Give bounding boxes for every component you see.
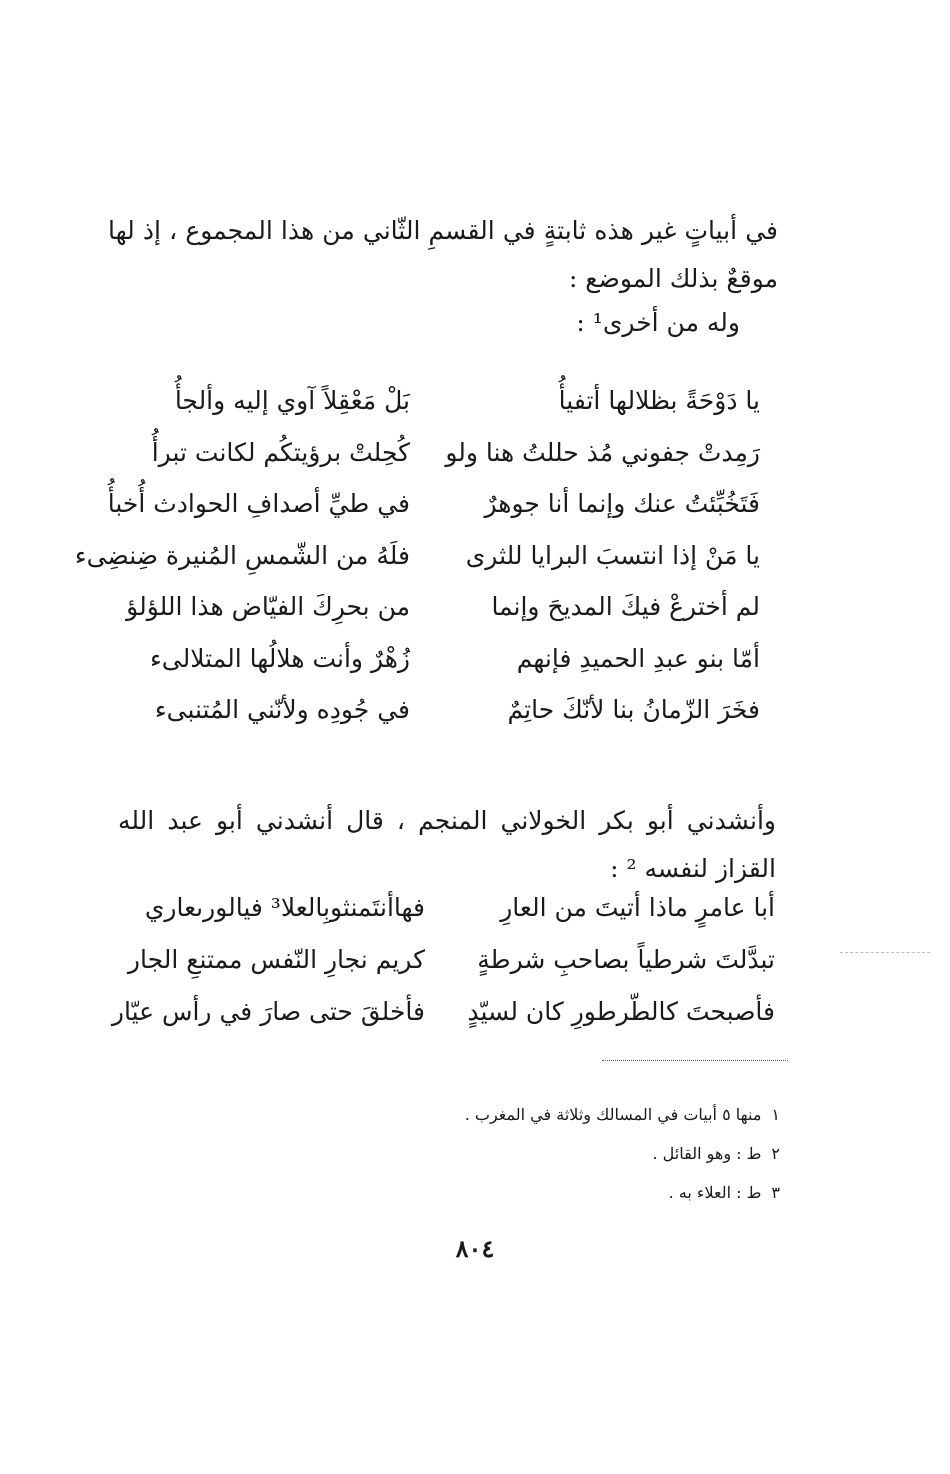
poem1-heading: وله من أخرى¹ : (576, 308, 740, 337)
hemistich-first: فخَرَ الزّمانُ بنا لأنّكَ حاتِمٌ (507, 695, 760, 724)
hemistich-second: زُهْرٌ وأنت هلالُها المتلالىء (150, 643, 410, 673)
footnote-text: منها ٥ أبيات في المسالك وثلاثة في المغرب . (464, 1105, 762, 1124)
hemistich-second: فلَهُ من الشّمسِ المُنيرة ضِنضِىء (74, 540, 410, 570)
hemistich-first: يا مَنْ إذا انتسبَ البرايا للثرى (465, 540, 760, 570)
hemistich-first: فَتَخُبِّئتُ عنك وإنما أنا جوهرٌ (484, 489, 760, 518)
verse (125, 934, 775, 986)
verse (110, 633, 760, 685)
hemistich-first: فأصبحتَ كالطّرطورِ كان لسيّدٍ (467, 997, 775, 1026)
hemistich-second: من بحرِكَ الفيّاض هذا اللؤلؤ (126, 592, 410, 621)
verse (125, 882, 775, 934)
footnote-number: ١ (771, 1105, 780, 1124)
verse (111, 986, 775, 1038)
hemistich-second: بَلْ مَعْقِلاً آوي إليه وألجأُ (174, 386, 410, 415)
poem1 (74, 375, 760, 736)
hemistich-first: أبا عامرٍ ماذا أتيتَ من العارِ (500, 893, 775, 922)
hemistich-second: في جُودِه ولأنّني المُتنبىء (154, 695, 410, 724)
narration-paragraph: وأنشدني أبو بكر الخولاني المنجم ، قال أنشدني أبو عبد الله القزاز لنفسه ² : (118, 806, 776, 883)
footnote (280, 1134, 780, 1173)
footnote (280, 1095, 780, 1134)
hemistich-second: فأخلقَ حتى صارَ في رأس عيّار (111, 997, 425, 1026)
hemistich-first: يا دَوْحَةً بظلالها أتفيأُ (558, 386, 760, 415)
footnote-text: ط : وهو القائل . (652, 1144, 762, 1163)
verse (110, 375, 760, 427)
footnote-number: ٢ (771, 1144, 780, 1163)
verse (110, 427, 760, 479)
verse (107, 478, 760, 530)
footnote-divider (602, 1060, 788, 1061)
footnote-text: ط : العلاء به . (668, 1183, 762, 1202)
verse (74, 530, 760, 582)
hemistich-second: فهاأنتَمنثوبِالعلا³ فيالورىعاري (144, 893, 425, 922)
footnote (280, 1173, 780, 1212)
margin-dash (840, 952, 930, 953)
hemistich-second: كُحِلتْ برؤيتكُم لكانت تبرأُ (151, 437, 410, 467)
hemistich-second: في طيِّ أصدافِ الحوادث أُخبأُ (107, 489, 410, 518)
intro-paragraph: في أبياتٍ غير هذه ثابتةٍ في القسمِ الثّاني من هذا المجموع ، إذ لها موقعٌ بذلك الموضع : (108, 216, 778, 293)
hemistich-second: كريم نجارِ النّفس ممتنعِ الجار (127, 945, 425, 974)
hemistich-first: لم أخترعْ فيكَ المديحَ وإنما (491, 592, 760, 621)
footnote-number: ٣ (771, 1183, 780, 1202)
hemistich-first: أمّا بنو عبدِ الحميدِ فإنهم (516, 643, 760, 673)
page-number: ٨٠٤ (455, 1234, 495, 1263)
hemistich-first: تبدَّلتَ شرطياً بصاحبِ شرطةٍ (477, 945, 775, 974)
verse (110, 684, 760, 736)
poem2 (111, 882, 775, 1038)
verse (110, 581, 760, 633)
hemistich-first: رَمِدتْ جفوني مُذ حللتُ هنا ولو (445, 437, 760, 467)
footnotes (280, 1095, 780, 1212)
